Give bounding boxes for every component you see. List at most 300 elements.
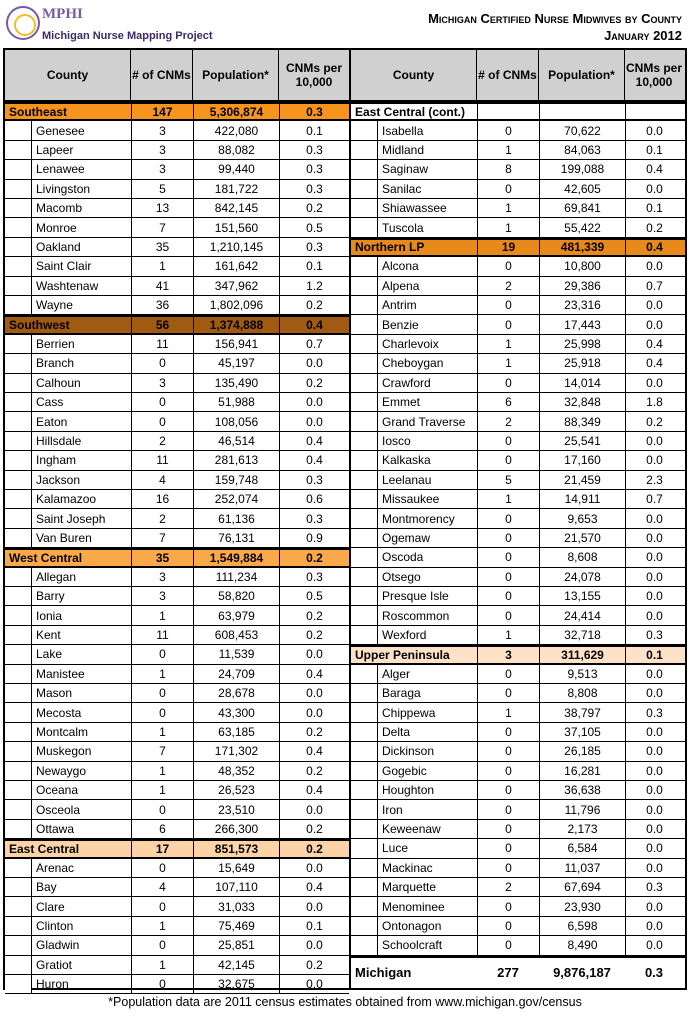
county-cell: Houghton — [377, 781, 477, 799]
cnms-cell: 0 — [477, 121, 539, 139]
cnms-cell: 0 — [131, 354, 193, 372]
county-cell: Grand Traverse — [377, 412, 477, 430]
title-line-2: January 2012 — [604, 28, 682, 43]
table-row — [351, 548, 685, 567]
county-cell: Southwest — [9, 318, 70, 333]
cnms-cell: 0 — [131, 703, 193, 721]
population-cell: 171,302 — [193, 742, 279, 760]
table-row — [351, 606, 685, 625]
table-row — [5, 160, 349, 179]
table-row — [351, 471, 685, 490]
county-cell: Gratiot — [31, 956, 131, 974]
rate-cell: 0.3 — [279, 568, 349, 586]
population-cell: 1,802,096 — [193, 296, 279, 314]
population-cell: 24,414 — [539, 606, 625, 624]
cnms-cell: 0 — [477, 432, 539, 450]
indent-spacer — [5, 665, 31, 683]
indent-spacer — [5, 199, 31, 217]
population-cell: 481,339 — [539, 240, 625, 255]
table-row — [5, 354, 349, 373]
table-row — [351, 218, 685, 237]
total-population: 9,876,187 — [553, 965, 611, 981]
county-cell: Branch — [31, 354, 131, 372]
county-cell: East Central — [9, 841, 80, 856]
table-row — [5, 432, 349, 451]
table-header-left — [5, 50, 351, 102]
table-row — [5, 199, 349, 218]
rate-cell: 0.0 — [625, 451, 683, 469]
indent-spacer — [351, 374, 377, 392]
table-row — [5, 490, 349, 509]
population-cell: 13,155 — [539, 587, 625, 605]
rate-cell: 0.0 — [279, 800, 349, 818]
county-cell: Montmorency — [377, 509, 477, 527]
cnms-cell: 1 — [131, 781, 193, 799]
county-cell: Mason — [31, 684, 131, 702]
indent-spacer — [351, 412, 377, 430]
county-cell: Leelanau — [377, 471, 477, 489]
county-cell: Allegan — [31, 568, 131, 586]
population-cell: 17,160 — [539, 451, 625, 469]
rate-cell: 0.0 — [279, 975, 349, 993]
region-row — [5, 839, 349, 858]
table-row — [351, 393, 685, 412]
cnms-cell: 0 — [477, 859, 539, 877]
table-row — [351, 703, 685, 722]
county-cell: Crawford — [377, 374, 477, 392]
rate-cell: 0.0 — [279, 897, 349, 915]
cnms-cell: 0 — [131, 859, 193, 877]
population-cell: 32,718 — [539, 626, 625, 644]
population-cell: 48,352 — [193, 762, 279, 780]
rate-cell: 0.2 — [279, 723, 349, 741]
population-cell: 108,056 — [193, 412, 279, 430]
table-row — [5, 626, 349, 645]
table-row — [5, 703, 349, 722]
county-cell: Hillsdale — [31, 432, 131, 450]
indent-spacer — [5, 820, 31, 838]
table-row — [5, 412, 349, 431]
population-cell: 32,675 — [193, 975, 279, 993]
cnms-cell: 1 — [477, 218, 539, 236]
county-cell: Washtenaw — [31, 277, 131, 295]
population-cell: 61,136 — [193, 509, 279, 527]
rate-cell: 2.3 — [625, 471, 683, 489]
population-cell: 26,523 — [193, 781, 279, 799]
indent-spacer — [5, 121, 31, 139]
indent-spacer — [351, 606, 377, 624]
cnms-cell: 1 — [477, 703, 539, 721]
county-cell: Gogebic — [377, 762, 477, 780]
table-row — [5, 684, 349, 703]
rate-cell: 0.3 — [279, 238, 349, 256]
indent-spacer — [5, 859, 31, 877]
cnms-cell: 0 — [131, 975, 193, 993]
rate-cell: 0.0 — [625, 257, 683, 275]
county-cell: East Central (cont.) — [355, 104, 466, 119]
rate-cell: 0.0 — [279, 684, 349, 702]
cnms-cell: 2 — [477, 412, 539, 430]
population-cell: 9,513 — [539, 665, 625, 683]
rate-cell: 0.3 — [625, 626, 683, 644]
table-row — [351, 490, 685, 509]
county-cell: Wayne — [31, 296, 131, 314]
county-cell: Emmet — [377, 393, 477, 411]
rate-cell: 0.4 — [279, 317, 349, 332]
table-row — [351, 820, 685, 839]
indent-spacer — [5, 568, 31, 586]
cnms-cell: 1 — [131, 917, 193, 935]
total-row — [351, 956, 685, 988]
rate-cell: 0.0 — [625, 568, 683, 586]
cnms-cell: 0 — [477, 296, 539, 314]
population-cell: 29,386 — [539, 277, 625, 295]
cnms-cell: 35 — [131, 238, 193, 256]
cnms-cell: 1 — [131, 723, 193, 741]
indent-spacer — [5, 626, 31, 644]
table-row — [351, 509, 685, 528]
county-cell: Oakland — [31, 238, 131, 256]
population-cell: 252,074 — [193, 490, 279, 508]
rate-cell: 0.0 — [279, 354, 349, 372]
cnms-cell: 2 — [131, 432, 193, 450]
indent-spacer — [351, 490, 377, 508]
indent-spacer — [5, 684, 31, 702]
indent-spacer — [351, 141, 377, 159]
rate-cell: 0.0 — [625, 606, 683, 624]
rate-cell: 0.0 — [625, 374, 683, 392]
population-cell: 159,748 — [193, 471, 279, 489]
county-cell: Kalamazoo — [31, 490, 131, 508]
population-cell: 422,080 — [193, 121, 279, 139]
county-cell: Muskegon — [31, 742, 131, 760]
rate-cell: 0.0 — [625, 897, 683, 915]
table-row — [5, 936, 349, 955]
cnms-cell: 41 — [131, 277, 193, 295]
rate-cell: 0.0 — [625, 781, 683, 799]
county-cell: Van Buren — [31, 529, 131, 547]
cnms-cell: 3 — [131, 568, 193, 586]
rate-cell: 0.1 — [279, 917, 349, 935]
table-row — [5, 587, 349, 606]
cnms-cell: 1 — [477, 141, 539, 159]
rate-cell: 0.4 — [279, 742, 349, 760]
cnms-cell: 0 — [477, 723, 539, 741]
rate-cell: 0.2 — [279, 606, 349, 624]
rate-cell: 0.0 — [625, 432, 683, 450]
table-row — [5, 218, 349, 237]
region-row — [5, 315, 349, 334]
rate-cell: 0.3 — [279, 160, 349, 178]
indent-spacer — [351, 684, 377, 702]
region-row — [351, 238, 685, 257]
indent-spacer — [5, 645, 31, 663]
indent-spacer — [5, 141, 31, 159]
indent-spacer — [5, 762, 31, 780]
population-cell — [539, 104, 625, 119]
county-cell: Clare — [31, 897, 131, 915]
indent-spacer — [5, 218, 31, 236]
population-cell: 42,605 — [539, 180, 625, 198]
rate-cell: 0.0 — [279, 645, 349, 663]
header-county: County — [351, 50, 477, 100]
indent-spacer — [5, 878, 31, 896]
rate-cell: 0.3 — [279, 509, 349, 527]
table-row — [351, 742, 685, 761]
table-row — [351, 839, 685, 858]
county-cell: Ontonagon — [377, 917, 477, 935]
cnms-cell: 0 — [477, 742, 539, 760]
cnms-cell: 11 — [131, 626, 193, 644]
table-row — [5, 800, 349, 819]
population-cell: 6,598 — [539, 917, 625, 935]
cnms-cell: 35 — [131, 550, 193, 565]
table-row — [5, 257, 349, 276]
county-cell: Ottawa — [31, 820, 131, 838]
rate-cell: 0.2 — [279, 820, 349, 838]
population-cell: 25,851 — [193, 936, 279, 954]
cnms-cell: 0 — [477, 917, 539, 935]
population-cell: 76,131 — [193, 529, 279, 547]
cnms-cell: 1 — [131, 665, 193, 683]
county-cell: Dickinson — [377, 742, 477, 760]
cnms-cell: 0 — [477, 800, 539, 818]
table-row — [351, 432, 685, 451]
rate-cell: 0.2 — [279, 550, 349, 565]
table-row — [351, 141, 685, 160]
table-row — [5, 723, 349, 742]
indent-spacer — [351, 936, 377, 954]
county-cell: Montcalm — [31, 723, 131, 741]
population-cell: 67,694 — [539, 878, 625, 896]
population-cell: 851,573 — [193, 841, 279, 856]
rate-cell: 0.0 — [625, 762, 683, 780]
table-row — [351, 160, 685, 179]
population-cell: 42,145 — [193, 956, 279, 974]
rate-cell: 0.1 — [625, 141, 683, 159]
header — [0, 0, 690, 48]
table-row — [351, 665, 685, 684]
cnms-cell: 13 — [131, 199, 193, 217]
population-cell: 25,918 — [539, 354, 625, 372]
county-cell: Cass — [31, 393, 131, 411]
indent-spacer — [5, 393, 31, 411]
population-cell: 2,173 — [539, 820, 625, 838]
indent-spacer — [5, 180, 31, 198]
population-cell: 111,234 — [193, 568, 279, 586]
county-cell: Presque Isle — [377, 587, 477, 605]
indent-spacer — [5, 238, 31, 256]
table-row — [351, 723, 685, 742]
rate-cell: 0.2 — [279, 296, 349, 314]
header-population: Population* — [539, 50, 625, 100]
indent-spacer — [351, 742, 377, 760]
indent-spacer — [5, 587, 31, 605]
indent-spacer — [351, 548, 377, 566]
cnms-cell: 8 — [477, 160, 539, 178]
county-cell: Shiawassee — [377, 199, 477, 217]
table-row — [351, 762, 685, 781]
population-cell: 24,709 — [193, 665, 279, 683]
county-cell: Benzie — [377, 315, 477, 333]
rate-cell: 0.5 — [279, 587, 349, 605]
table-row — [5, 897, 349, 916]
rate-cell: 0.3 — [279, 471, 349, 489]
cnms-cell: 7 — [131, 742, 193, 760]
indent-spacer — [5, 432, 31, 450]
rate-cell: 0.0 — [279, 703, 349, 721]
indent-spacer — [351, 296, 377, 314]
rate-cell: 0.0 — [625, 509, 683, 527]
county-cell: Oceana — [31, 781, 131, 799]
cnms-cell: 1 — [477, 626, 539, 644]
population-cell: 69,841 — [539, 199, 625, 217]
cnms-cell: 0 — [131, 800, 193, 818]
rate-cell: 0.3 — [279, 180, 349, 198]
rate-cell: 0.0 — [625, 665, 683, 683]
population-cell: 75,469 — [193, 917, 279, 935]
table-row — [5, 471, 349, 490]
cnms-cell: 19 — [477, 240, 539, 255]
county-cell: Wexford — [377, 626, 477, 644]
population-cell: 608,453 — [193, 626, 279, 644]
indent-spacer — [351, 820, 377, 838]
rate-cell: 0.0 — [279, 859, 349, 877]
cnms-cell: 1 — [477, 199, 539, 217]
population-cell: 51,988 — [193, 393, 279, 411]
cnms-cell: 0 — [477, 180, 539, 198]
indent-spacer — [5, 917, 31, 935]
rate-cell: 0.4 — [625, 160, 683, 178]
table-row — [351, 529, 685, 548]
indent-spacer — [351, 839, 377, 857]
population-cell: 14,014 — [539, 374, 625, 392]
population-cell: 45,197 — [193, 354, 279, 372]
rate-cell: 0.0 — [625, 296, 683, 314]
header-rate: CNMs per 10,000 — [625, 61, 682, 89]
title-line-1: Michigan Certified Nurse Midwives by County — [428, 11, 682, 26]
table-row — [5, 975, 349, 994]
indent-spacer — [351, 917, 377, 935]
indent-spacer — [351, 781, 377, 799]
cnms-cell: 0 — [477, 897, 539, 915]
region-row — [5, 548, 349, 567]
county-cell: Kent — [31, 626, 131, 644]
population-cell: 8,608 — [539, 548, 625, 566]
population-cell: 151,560 — [193, 218, 279, 236]
cnms-cell: 36 — [131, 296, 193, 314]
header-cnms: # of CNMs — [131, 50, 193, 100]
cnms-cell: 0 — [477, 587, 539, 605]
county-cell: Schoolcraft — [377, 936, 477, 954]
population-cell: 21,570 — [539, 529, 625, 547]
cnms-cell: 0 — [477, 451, 539, 469]
cnms-cell: 0 — [131, 412, 193, 430]
cnms-cell: 6 — [131, 820, 193, 838]
table-row — [5, 121, 349, 140]
rate-cell: 0.0 — [625, 723, 683, 741]
indent-spacer — [5, 975, 31, 993]
population-cell: 10,800 — [539, 257, 625, 275]
indent-spacer — [351, 723, 377, 741]
rate-cell: 0.3 — [625, 703, 683, 721]
cnms-cell: 1 — [131, 956, 193, 974]
indent-spacer — [351, 587, 377, 605]
cnms-cell: 1 — [131, 762, 193, 780]
table-row — [5, 238, 349, 257]
cnms-cell: 7 — [131, 529, 193, 547]
population-cell: 58,820 — [193, 587, 279, 605]
cnms-cell: 6 — [477, 393, 539, 411]
rate-cell: 0.2 — [279, 841, 349, 856]
rate-cell: 0.3 — [279, 141, 349, 159]
cnms-cell: 11 — [131, 451, 193, 469]
population-cell: 311,629 — [539, 647, 625, 662]
county-cell: Iron — [377, 800, 477, 818]
indent-spacer — [351, 160, 377, 178]
cnms-cell: 0 — [477, 665, 539, 683]
table-row — [351, 354, 685, 373]
cnms-cell: 1 — [477, 490, 539, 508]
indent-spacer — [5, 897, 31, 915]
population-cell: 8,490 — [539, 936, 625, 954]
cnms-cell: 0 — [477, 529, 539, 547]
rate-cell: 0.0 — [279, 393, 349, 411]
county-cell: Alcona — [377, 257, 477, 275]
cnms-cell: 4 — [131, 471, 193, 489]
table-row — [5, 335, 349, 354]
table-header-right — [351, 50, 685, 102]
rate-cell: 0.0 — [625, 180, 683, 198]
total-name: Michigan — [355, 965, 412, 981]
table-row — [351, 568, 685, 587]
indent-spacer — [351, 277, 377, 295]
county-cell: Saginaw — [377, 160, 477, 178]
population-cell: 23,316 — [539, 296, 625, 314]
indent-spacer — [351, 703, 377, 721]
county-cell: Arenac — [31, 859, 131, 877]
table-row — [351, 859, 685, 878]
rate-cell: 0.4 — [279, 432, 349, 450]
table-row — [5, 878, 349, 897]
rate-cell: 0.7 — [625, 490, 683, 508]
population-cell: 63,185 — [193, 723, 279, 741]
population-cell: 1,210,145 — [193, 238, 279, 256]
indent-spacer — [351, 878, 377, 896]
population-cell: 24,078 — [539, 568, 625, 586]
county-cell: Kalkaska — [377, 451, 477, 469]
population-cell: 84,063 — [539, 141, 625, 159]
county-cell: Upper Peninsula — [355, 647, 450, 662]
indent-spacer — [351, 393, 377, 411]
population-cell: 43,300 — [193, 703, 279, 721]
indent-spacer — [5, 451, 31, 469]
cnms-cell: 2 — [477, 277, 539, 295]
indent-spacer — [351, 121, 377, 139]
cnms-cell: 0 — [477, 315, 539, 333]
cnms-cell: 0 — [477, 548, 539, 566]
rate-cell: 0.0 — [625, 587, 683, 605]
table-row — [351, 374, 685, 393]
indent-spacer — [351, 529, 377, 547]
county-cell: Midland — [377, 141, 477, 159]
county-cell: Otsego — [377, 568, 477, 586]
cnms-cell: 3 — [131, 121, 193, 139]
population-cell: 26,185 — [539, 742, 625, 760]
county-cell: West Central — [9, 550, 83, 565]
table-row — [351, 296, 685, 315]
rate-cell: 0.4 — [279, 781, 349, 799]
